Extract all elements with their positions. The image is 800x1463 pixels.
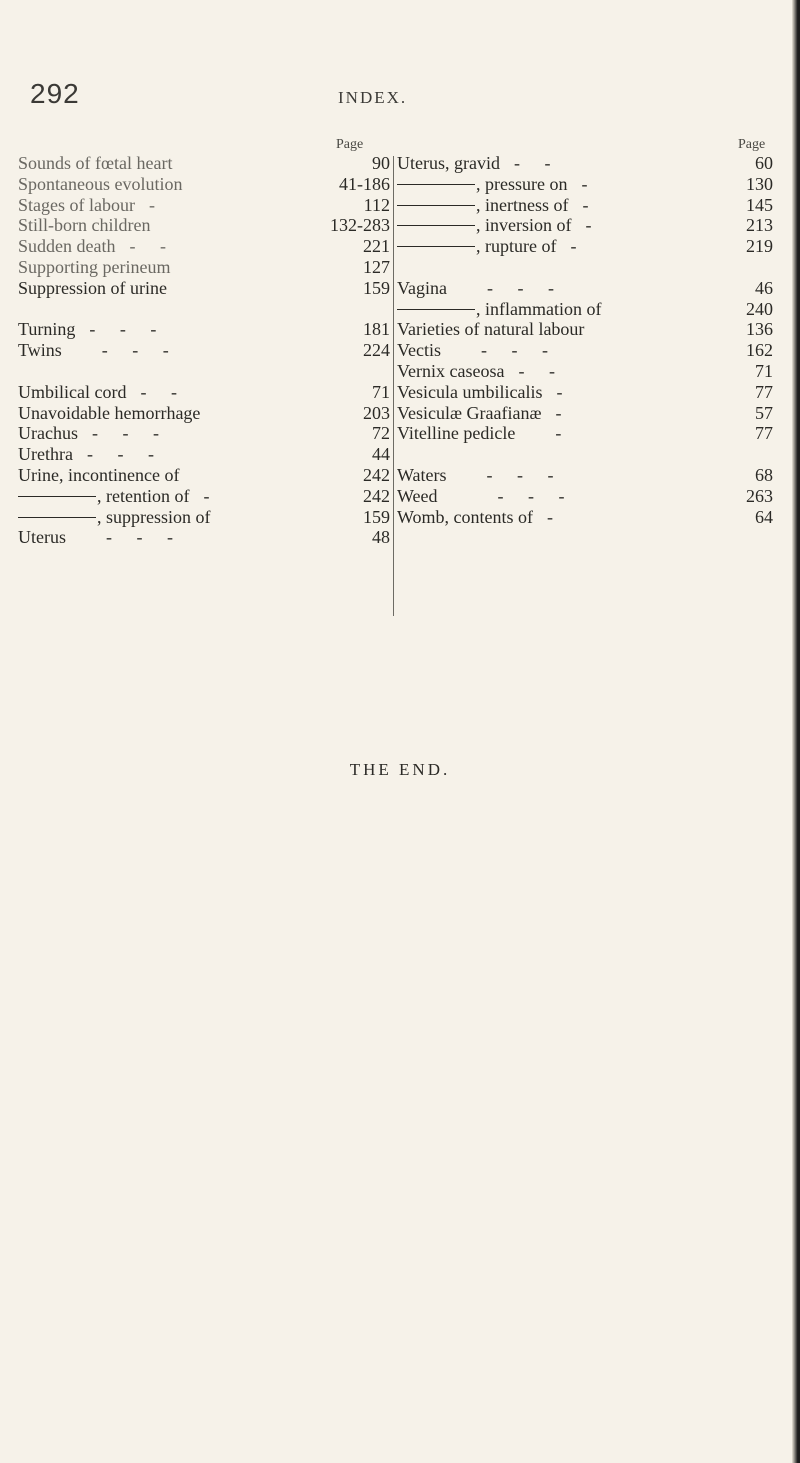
leader-dashes: - - - <box>497 485 575 506</box>
index-page: 203 <box>363 402 390 423</box>
index-page: 48 <box>372 527 390 548</box>
ditto-rule <box>397 205 475 206</box>
index-entry <box>18 382 390 403</box>
index-page: 71 <box>372 381 390 402</box>
index-term: , inertness of <box>476 194 569 215</box>
leader-dash: - <box>547 506 564 527</box>
index-term: Vernix caseosa <box>397 360 505 381</box>
index-entry <box>18 403 390 424</box>
index-term: Urachus <box>18 423 78 444</box>
index-entry <box>397 465 773 486</box>
leader-dash: - <box>556 381 573 402</box>
index-page: 213 <box>746 215 773 236</box>
index-term: Spontaneous evolution <box>18 173 183 194</box>
index-page: 181 <box>363 319 390 340</box>
index-term: Twins <box>18 340 62 361</box>
index-page: 263 <box>746 485 773 506</box>
index-term: Vectis <box>397 340 441 361</box>
leader-dashes: - - - <box>106 527 183 548</box>
index-term: Womb, contents of <box>397 506 534 527</box>
index-entry <box>397 236 773 257</box>
index-page: 77 <box>755 423 773 444</box>
running-head: INDEX. <box>338 88 408 107</box>
index-column-right <box>397 153 773 527</box>
the-end: THE END. <box>349 760 451 779</box>
index-page: 44 <box>372 444 390 465</box>
index-term: Vesiculæ Graafianæ <box>397 402 542 423</box>
index-term: , pressure on <box>476 173 568 194</box>
ditto-rule <box>18 517 96 518</box>
index-page: 159 <box>363 506 390 527</box>
index-page: 77 <box>755 381 773 402</box>
index-entry <box>18 153 390 174</box>
left-column-page-heading: Page <box>336 137 364 152</box>
index-entry <box>397 174 773 195</box>
index-term: Waters <box>397 464 447 485</box>
column-divider <box>393 156 394 616</box>
index-page: 162 <box>746 340 773 361</box>
index-entry <box>18 423 390 444</box>
index-term: Sudden death <box>18 236 116 257</box>
index-term: Vesicula umbilicalis <box>397 381 543 402</box>
index-term: Umbilical cord <box>18 381 127 402</box>
leader-dashes: - - - <box>91 423 169 444</box>
index-page: 57 <box>755 402 773 423</box>
index-page: 68 <box>755 464 773 485</box>
index-page: 240 <box>746 298 773 319</box>
index-page: 130 <box>746 173 773 194</box>
index-entry <box>397 340 773 361</box>
index-entry <box>18 257 390 278</box>
index-page: 242 <box>363 464 390 485</box>
index-term: Sounds of fœtal heart <box>18 153 173 173</box>
leader-dashes: - - - <box>89 319 167 340</box>
index-entry <box>397 486 773 507</box>
leader-dashes: - - - <box>486 464 564 485</box>
index-entry <box>397 423 773 444</box>
index-entry <box>397 319 773 340</box>
leader-dash: - <box>555 423 572 444</box>
index-page: 60 <box>755 153 773 173</box>
index-entry <box>397 153 773 174</box>
index-term: Supporting perineum <box>18 256 171 277</box>
index-term: Suppression of urine <box>18 277 167 298</box>
index-entry <box>397 195 773 216</box>
leader-dash: - <box>203 485 220 506</box>
leader-dashes: - - - <box>101 340 179 361</box>
index-entry <box>18 444 390 465</box>
index-entry <box>397 403 773 424</box>
index-term: Stages of labour <box>18 194 135 215</box>
index-term: Urethra <box>18 444 73 465</box>
index-page: 112 <box>363 194 390 215</box>
index-term: Still-born children <box>18 215 151 236</box>
index-term: Uterus, gravid <box>397 153 500 173</box>
leader-dashes: - - <box>513 153 561 173</box>
index-page: 224 <box>363 340 390 361</box>
leader-dashes: - - <box>129 236 176 257</box>
index-term: , inflammation of <box>476 298 602 319</box>
index-entry <box>18 527 390 548</box>
index-page: 136 <box>746 319 773 340</box>
index-page: 127 <box>363 256 390 277</box>
index-page: 90 <box>372 153 390 173</box>
leader-dash: - <box>570 236 587 257</box>
index-term: , suppression of <box>97 506 211 527</box>
index-page: 159 <box>363 277 390 298</box>
index-term: Uterus <box>18 527 66 548</box>
index-entry <box>18 319 390 340</box>
index-term: Unavoidable hemorrhage <box>18 402 201 423</box>
leader-dash: - <box>582 194 599 215</box>
leader-dashes: - - - <box>481 340 558 361</box>
index-entry <box>18 236 390 257</box>
index-page: 41-186 <box>339 173 390 194</box>
index-term: , rupture of <box>476 236 557 257</box>
leader-dash: - <box>555 402 572 423</box>
ditto-rule <box>397 309 475 310</box>
index-term: Vagina <box>397 277 447 298</box>
index-term: , retention of <box>97 485 190 506</box>
leader-dashes: - - <box>140 381 187 402</box>
index-page: 64 <box>755 506 773 527</box>
index-entry <box>18 278 390 299</box>
index-page: 71 <box>755 360 773 381</box>
index-entry <box>18 507 390 528</box>
index-entry <box>397 507 773 528</box>
index-entry <box>397 299 773 320</box>
index-page: 132-283 <box>330 215 390 236</box>
leader-dashes: - - - <box>86 444 164 465</box>
index-term: Urine, incontinence of <box>18 464 180 485</box>
ditto-rule <box>18 496 96 497</box>
index-entry <box>18 174 390 195</box>
leader-dashes: - - - <box>486 277 564 298</box>
index-entry <box>18 340 390 361</box>
index-entry <box>397 382 773 403</box>
ditto-rule <box>397 225 475 226</box>
leader-dash: - <box>581 173 598 194</box>
index-page: 145 <box>746 194 773 215</box>
index-entry <box>397 361 773 382</box>
index-page: 242 <box>363 485 390 506</box>
right-column-page-heading: Page <box>738 137 766 152</box>
ditto-rule <box>397 184 475 185</box>
index-entry <box>397 215 773 236</box>
index-entry <box>18 195 390 216</box>
ditto-rule <box>397 246 475 247</box>
index-entry <box>397 278 773 299</box>
index-page: 72 <box>372 423 390 444</box>
index-column-left <box>18 153 390 548</box>
index-term: Weed <box>397 485 438 506</box>
index-entry <box>18 215 390 236</box>
leader-dash: - <box>585 215 602 236</box>
page-number: 292 <box>30 78 80 109</box>
index-term: Varieties of natural labour <box>397 319 585 340</box>
index-page: 46 <box>755 277 773 298</box>
index-entry <box>18 465 390 486</box>
index-page: 221 <box>363 236 390 257</box>
leader-dash: - <box>148 194 165 215</box>
index-term: Vitelline pedicle <box>397 423 516 444</box>
page-edge-shadow <box>792 0 800 1463</box>
page-header <box>30 78 750 118</box>
index-term: Turning <box>18 319 76 340</box>
index-page: 219 <box>746 236 773 257</box>
leader-dashes: - - <box>518 360 565 381</box>
index-term: , inversion of <box>476 215 572 236</box>
index-entry <box>18 486 390 507</box>
